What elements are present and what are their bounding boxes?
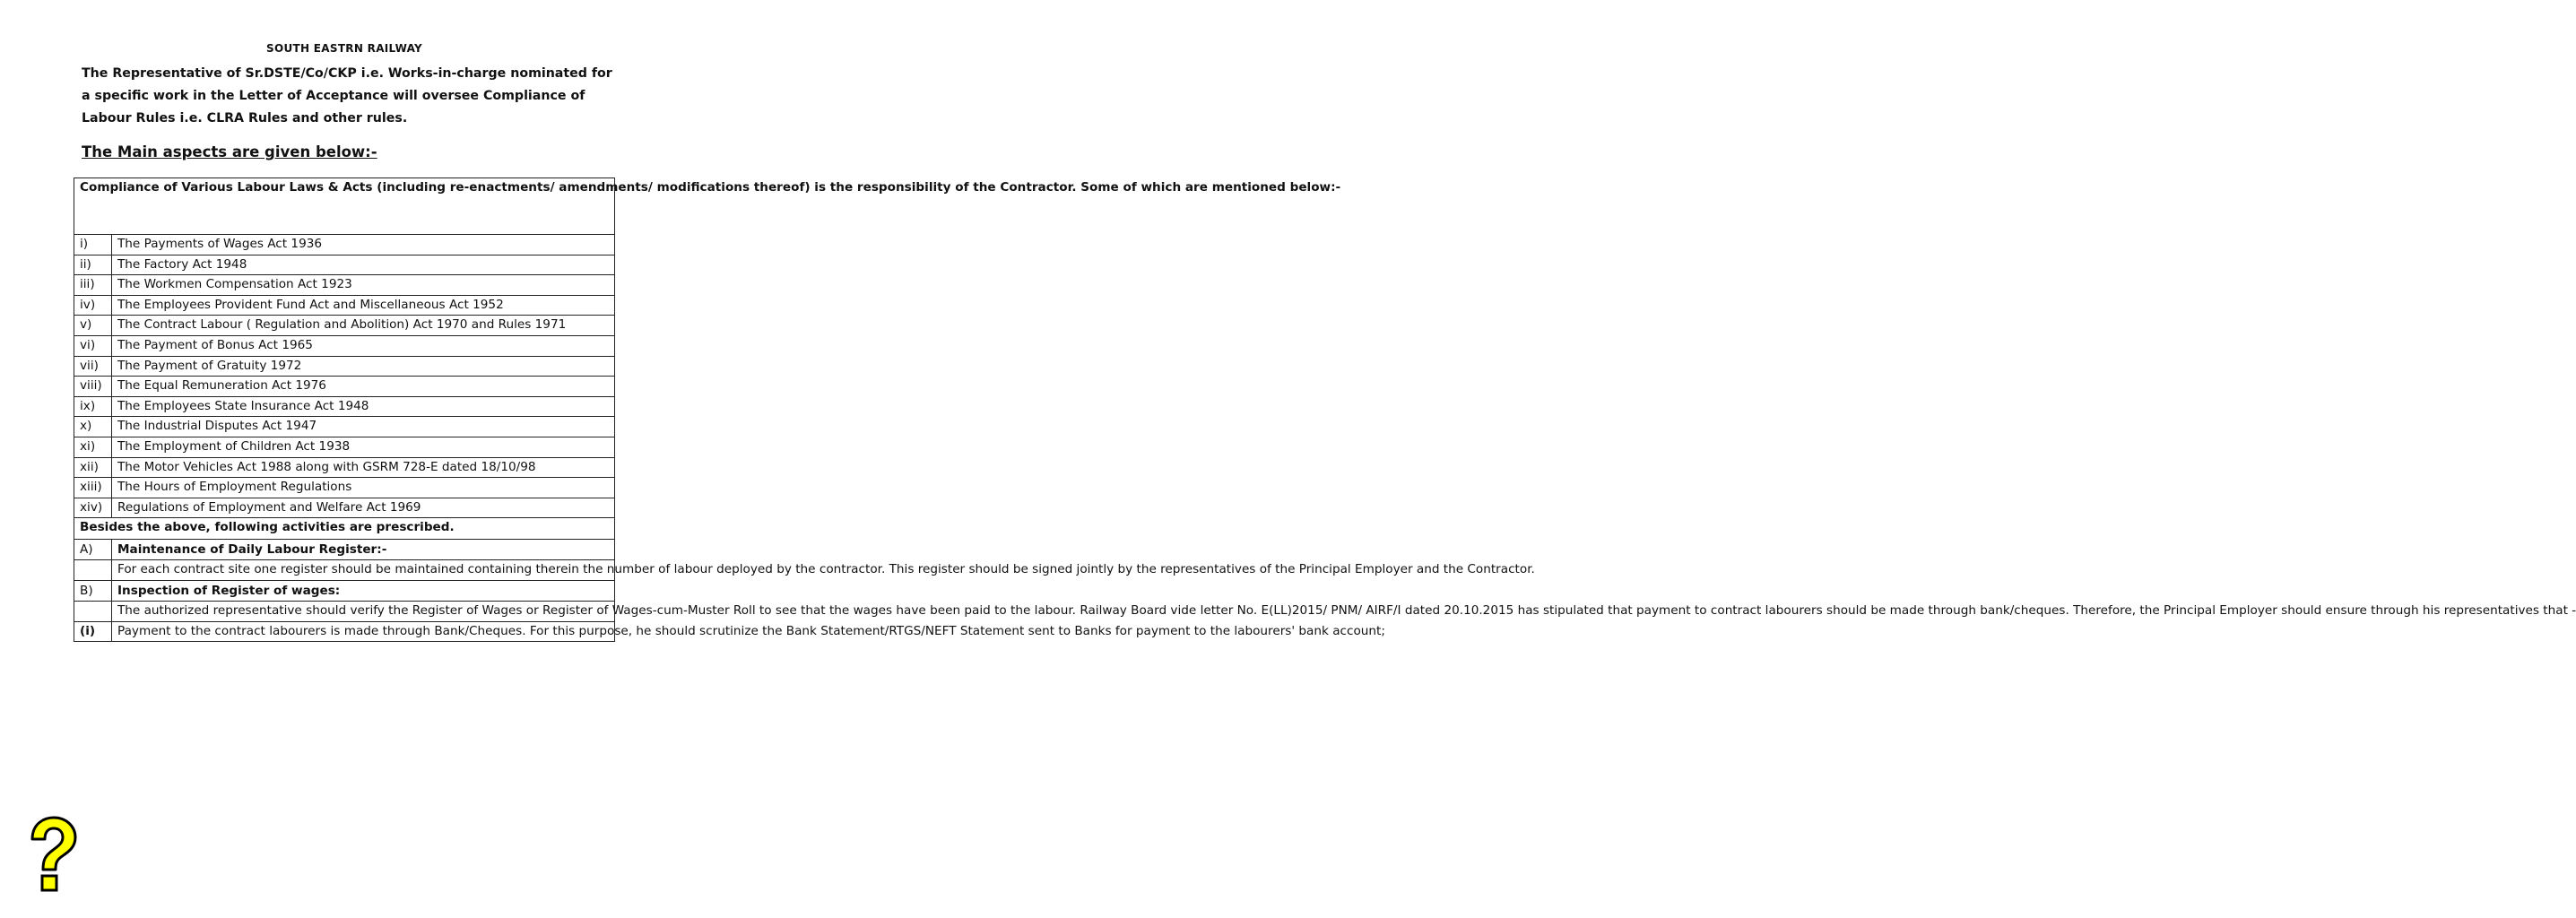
act-name: The Employment of Children Act 1938 [112,437,615,457]
aspects-heading: The Main aspects are given below:- [82,143,377,160]
section-b-blank [74,601,112,621]
act-name: The Payments of Wages Act 1936 [112,235,615,255]
act-name: The Contract Labour ( Regulation and Abolition) Act 1970 and Rules 1971 [112,316,615,336]
document-header: SOUTH EASTRN RAILWAY [266,42,422,55]
section-b-num: B) [74,580,112,601]
table-row [74,235,615,255]
table-intro-row [74,178,615,235]
act-number: x) [74,417,112,437]
labour-laws-table [74,178,2576,642]
act-number: vii) [74,356,112,377]
item-i-body: Payment to the contract labourers is made through Bank/Cheques. For this purpose, he should scrutinize the Bank Statement/RTGS/NEFT Statement sent to Banks for payment to the labourers' bank account; [112,621,615,642]
table-row [74,255,615,275]
section-a-title-row [74,540,615,560]
act-name: The Motor Vehicles Act 1988 along with GSRM 728-E dated 18/10/98 [112,457,615,478]
section-a-title: Maintenance of Daily Labour Register:- [112,540,615,560]
act-name: The Factory Act 1948 [112,255,615,275]
section-b-title: Inspection of Register of wages: [112,580,615,601]
act-name: Regulations of Employment and Welfare Act 1969 [112,498,615,518]
item-i-num: (i) [74,621,112,642]
act-name: The Employees Provident Fund Act and Miscellaneous Act 1952 [112,295,615,316]
act-number: xi) [74,437,112,457]
section-b-title-row [74,580,615,601]
table-row [74,478,615,498]
table-row [74,377,615,397]
section-b-body-row [74,601,615,621]
act-number: xiii) [74,478,112,498]
table-intro-text: Compliance of Various Labour Laws & Acts (including re-enactments/ amendments/ modifications thereof) is the responsibility of the Contractor. Some of which are mentioned below:- [74,178,615,235]
act-name: The Workmen Compensation Act 1923 [112,275,615,296]
act-number: ii) [74,255,112,275]
act-number: iv) [74,295,112,316]
table-row [74,417,615,437]
item-i-row [74,621,615,642]
table-row [74,498,615,518]
act-number: viii) [74,377,112,397]
act-name: The Payment of Gratuity 1972 [112,356,615,377]
act-number: ix) [74,396,112,417]
table-row [74,335,615,356]
act-name: The Hours of Employment Regulations [112,478,615,498]
besides-text: Besides the above, following activities are prescribed. [74,518,615,540]
section-a-body-row [74,560,615,581]
act-number: v) [74,316,112,336]
act-number: vi) [74,335,112,356]
act-number: xii) [74,457,112,478]
table-row [74,316,615,336]
section-a-blank [74,560,112,581]
act-number: iii) [74,275,112,296]
table-row [74,295,615,316]
act-name: The Employees State Insurance Act 1948 [112,396,615,417]
besides-row [74,518,615,540]
table-row [74,356,615,377]
section-a-num: A) [74,540,112,560]
intro-paragraph: The Representative of Sr.DSTE/Co/CKP i.e. Works-in-charge nominated for a specific work in the Letter of Acceptance will oversee Compliance of Labour Rules i.e. CLRA Rules and other rules. [82,66,612,126]
act-name: The Equal Remuneration Act 1976 [112,377,615,397]
table-row [74,275,615,296]
table-row [74,437,615,457]
act-name: The Industrial Disputes Act 1947 [112,417,615,437]
act-name: The Payment of Bonus Act 1965 [112,335,615,356]
question-mark-icon [25,816,79,896]
act-number: i) [74,235,112,255]
act-number: xiv) [74,498,112,518]
section-b-body: The authorized representative should verify the Register of Wages or Register of Wages-cum-Muster Roll to see that the wages have been paid to the labour. Railway Board vide letter No. E(LL)2015/ PNM/ AIRF/I dated 20.10.2015 has stipulated that payment to contract labourers should be made through bank/cheques. Therefore, the Principal Employer should ensure through his representatives that - [112,601,615,621]
table-row [74,396,615,417]
section-a-body: For each contract site one register should be maintained containing therein the number of labour deployed by the contractor. This register should be signed jointly by the representatives of the Principal Employer and the Contractor. [112,560,615,581]
table-row [74,457,615,478]
